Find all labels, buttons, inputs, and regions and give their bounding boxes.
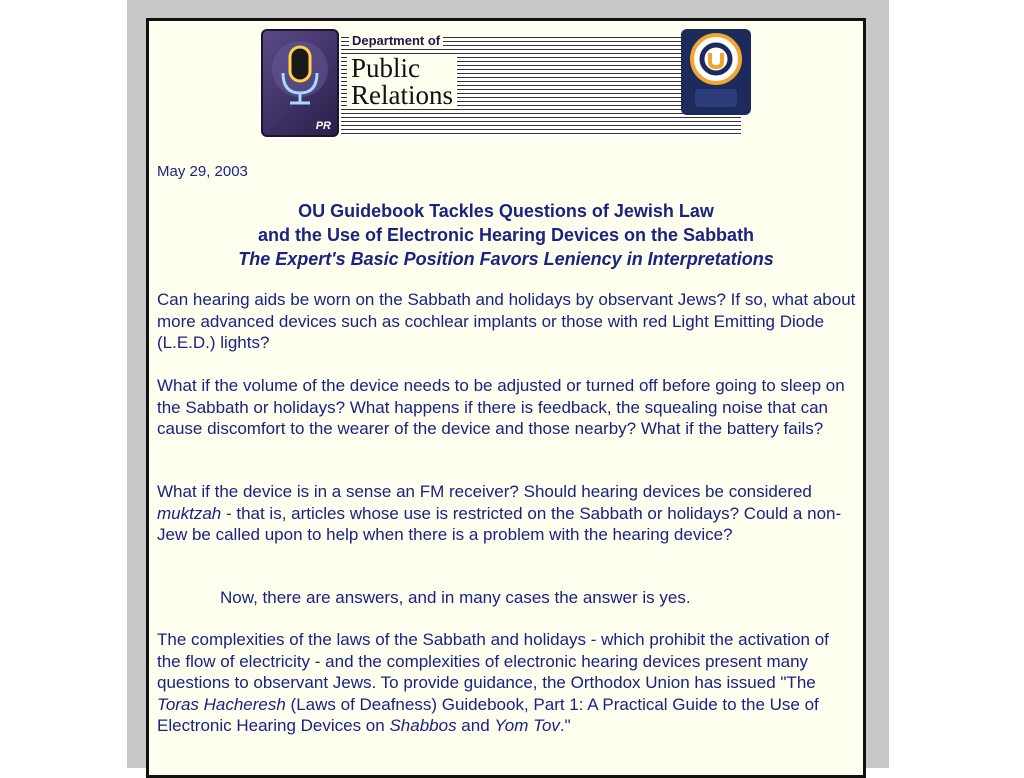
paragraph-3-text-b: - that is, articles whose use is restricted on the Sabbath or holidays? Could a non-Jew be called upon to help when there is a problem with the hearing device? bbox=[157, 503, 842, 544]
paragraph-1: Can hearing aids be worn on the Sabbath and holidays by observant Jews? If so, what about more advanced devices such as cochlear implants or those with red Light Emitting Diode (L.E.D.) lights? bbox=[157, 290, 856, 352]
department-of-label: Department of bbox=[349, 33, 443, 48]
paragraph-3-emphasis: muktzah bbox=[157, 503, 222, 523]
paragraph-3-text-a: What if the device is in a sense an FM receiver? Should hearing devices be considered bbox=[157, 482, 812, 501]
department-name-line1: Public bbox=[351, 53, 421, 83]
department-name-line2: Relations bbox=[351, 80, 453, 110]
paragraph-5-emphasis-2: Shabbos bbox=[389, 716, 457, 735]
pr-logo bbox=[261, 29, 339, 137]
microphone-icon bbox=[263, 35, 337, 125]
paragraph-5-emphasis-3: Yom Tov bbox=[494, 716, 560, 735]
paragraph-5-text-d: ." bbox=[559, 716, 571, 735]
ou-seal-logo bbox=[681, 29, 751, 115]
ou-seal-icon bbox=[681, 29, 751, 115]
paragraph-5 bbox=[157, 629, 857, 737]
headline-line1: OU Guidebook Tackles Questions of Jewish Law bbox=[298, 201, 714, 221]
headline-line2: and the Use of Electronic Hearing Devices on the Sabbath bbox=[257, 225, 755, 245]
paragraph-3 bbox=[157, 481, 857, 546]
paragraph-5-emphasis-1: Toras Hacheresh bbox=[157, 694, 286, 714]
department-name bbox=[347, 55, 457, 109]
paragraph-2: What if the volume of the device needs to be adjusted or turned off before going to sleep on the Sabbath or holidays? What happens if there is feedback, the squealing noise that can cause discomfort to the wearer of the device and those nearby? What if the battery fails? bbox=[157, 376, 845, 438]
press-release-page bbox=[146, 18, 866, 778]
paragraph-5-text-b: (Laws of Deafness) Guidebook, Part 1: A Practical Guide to the Use of Electronic Hearing Devices on bbox=[157, 694, 819, 735]
department-banner bbox=[261, 29, 751, 147]
pr-logo-label: PR bbox=[315, 120, 331, 132]
release-date: May 29, 2003 bbox=[157, 163, 248, 180]
paragraph-4: Now, there are answers, and in many cases the answer is yes. bbox=[220, 588, 691, 607]
paragraph-5-text-a: The complexities of the laws of the Sabbath and holidays - which prohibit the activation of the flow of electricity - and the complexities of electronic hearing devices present many questions to observant Jews. To provide guidance, the Orthodox Union has issued "The bbox=[157, 630, 829, 692]
paragraph-5-text-c: and bbox=[456, 716, 495, 735]
subheadline: The Expert's Basic Position Favors Leniency in Interpretations bbox=[238, 249, 774, 269]
